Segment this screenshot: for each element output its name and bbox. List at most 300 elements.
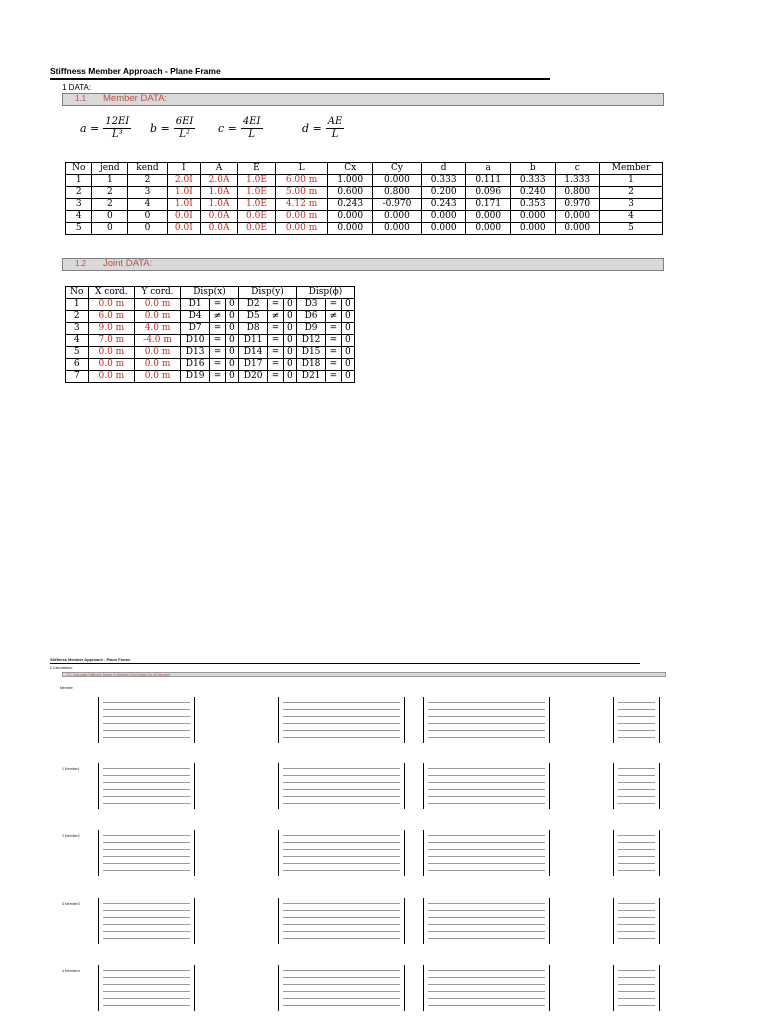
member-row: [66, 187, 663, 199]
matrix-row: [618, 863, 655, 864]
matrix-row: [428, 998, 545, 999]
matrix-row: [283, 782, 400, 783]
formula-a: a = $\frac{12EI}{\text{L³}}$: [80, 116, 130, 140]
joint-cell: D9: [296, 323, 325, 335]
member-cell: 2.0I: [167, 175, 200, 187]
matrix-row: [283, 991, 400, 992]
matrix-row: [103, 730, 190, 731]
matrix-row: [283, 998, 400, 999]
matrix-row: [283, 931, 400, 932]
joint-cell: 6: [66, 359, 89, 371]
member-cell: 0.00 m: [275, 223, 328, 235]
matrix-row: [283, 917, 400, 918]
joint-cell: 9.0 m: [88, 323, 135, 335]
joint-cell: D21: [296, 371, 325, 383]
member-cell: 0.000: [466, 223, 511, 235]
member-cell: 1.333: [555, 175, 600, 187]
matrix-row: [103, 737, 190, 738]
member-cell: 4: [128, 199, 168, 211]
member-col-header: I: [167, 163, 200, 175]
joint-cell: 0: [225, 359, 238, 371]
member-cell: 0.000: [372, 175, 421, 187]
matrix-row: [428, 863, 545, 864]
matrix-row: [618, 730, 655, 731]
joint-cell: D13: [181, 347, 210, 359]
joint-cell: 4: [66, 335, 89, 347]
matrix-row: [283, 737, 400, 738]
member-cell: 0.353: [510, 199, 555, 211]
matrix-row: [618, 991, 655, 992]
joint-col-header: Disp(x): [181, 287, 239, 299]
matrix-row: [103, 803, 190, 804]
matrix-row: [283, 856, 400, 857]
joint-cell: D1: [181, 299, 210, 311]
matrix-block: [613, 697, 660, 743]
joint-cell: 0.0 m: [88, 299, 135, 311]
member-cell: 0: [92, 223, 128, 235]
member-cell: 2.0A: [200, 175, 237, 187]
joint-cell: =: [268, 359, 283, 371]
joint-cell: 0.0 m: [135, 347, 181, 359]
joint-cell: 7.0 m: [88, 335, 135, 347]
page2-title: Stiffness Member Approach - Plane Frame: [50, 657, 131, 662]
matrix-row: [618, 775, 655, 776]
matrix-row: [428, 849, 545, 850]
joint-cell: 0: [225, 299, 238, 311]
joint-cell: D7: [181, 323, 210, 335]
joint-cell: 0: [283, 311, 296, 323]
matrix-row: [618, 789, 655, 790]
joint-cell: 0: [225, 311, 238, 323]
joint-col-header: Disp(y): [238, 287, 296, 299]
member-row: [66, 223, 663, 235]
page2-member-label: 2 Member2: [62, 834, 80, 838]
member-cell: 1: [92, 175, 128, 187]
matrix-row: [618, 970, 655, 971]
member-cell: 0.200: [421, 187, 466, 199]
matrix-row: [103, 931, 190, 932]
member-cell: 0.000: [372, 211, 421, 223]
matrix-row: [428, 991, 545, 992]
matrix-row: [283, 938, 400, 939]
joint-cell: =: [268, 335, 283, 347]
joint-cell: 0: [225, 347, 238, 359]
section-number: 1.1: [75, 94, 87, 103]
member-cell: 5.00 m: [275, 187, 328, 199]
matrix-row: [283, 716, 400, 717]
matrix-row: [428, 931, 545, 932]
joint-row: [66, 311, 355, 323]
section-label: Joint DATA:: [103, 258, 153, 269]
formula-c: c = $\frac{4EI}{L}$: [218, 116, 261, 140]
matrix-row: [103, 903, 190, 904]
matrix-row: [103, 977, 190, 978]
matrix-block: [423, 830, 550, 876]
member-cell: 0.171: [466, 199, 511, 211]
member-cell: 2: [128, 175, 168, 187]
calculations-page-thumbnail: [48, 655, 668, 1024]
matrix-row: [283, 924, 400, 925]
member-col-header: a: [466, 163, 511, 175]
member-cell: 1.0E: [238, 199, 275, 211]
member-cell: 0.000: [372, 223, 421, 235]
member-col-header: b: [510, 163, 555, 175]
matrix-row: [618, 903, 655, 904]
matrix-block: [423, 763, 550, 809]
joint-cell: 0: [341, 371, 354, 383]
matrix-row: [103, 910, 190, 911]
member-cell: 1.0E: [238, 175, 275, 187]
matrix-row: [103, 849, 190, 850]
joint-cell: 7: [66, 371, 89, 383]
joint-cell: =: [210, 323, 225, 335]
matrix-row: [428, 702, 545, 703]
joint-cell: 0: [225, 323, 238, 335]
document-title: Stiffness Member Approach - Plane Frame: [50, 66, 221, 76]
page2-title-rule: [50, 663, 640, 664]
matrix-block: [278, 965, 405, 1011]
matrix-row: [428, 716, 545, 717]
member-cell: 0.600: [328, 187, 373, 199]
joint-cell: =: [326, 359, 341, 371]
page2-subheading: 2 Calculations:: [50, 666, 73, 670]
joint-cell: =: [210, 335, 225, 347]
member-col-header: c: [555, 163, 600, 175]
matrix-row: [103, 796, 190, 797]
matrix-block: [278, 763, 405, 809]
matrix-row: [618, 984, 655, 985]
matrix-row: [428, 970, 545, 971]
matrix-row: [103, 1005, 190, 1006]
section-label: Member DATA:: [103, 93, 168, 104]
joint-cell: =: [326, 299, 341, 311]
member-col-header: jend: [92, 163, 128, 175]
matrix-row: [618, 917, 655, 918]
page2-member-label: 4 Member4: [62, 969, 80, 973]
joint-row: [66, 335, 355, 347]
matrix-row: [428, 870, 545, 871]
matrix-row: [618, 835, 655, 836]
joint-col-header: No: [66, 287, 89, 299]
joint-cell: =: [268, 371, 283, 383]
matrix-block: [613, 965, 660, 1011]
matrix-row: [103, 938, 190, 939]
formula-d: d = $\frac{AE}{L}$: [302, 116, 343, 140]
member-col-header: No: [66, 163, 92, 175]
matrix-row: [618, 856, 655, 857]
matrix-row: [103, 768, 190, 769]
matrix-row: [283, 849, 400, 850]
joint-cell: =: [210, 359, 225, 371]
matrix-row: [618, 1005, 655, 1006]
page2-member-label: 3 Member3: [62, 902, 80, 906]
joint-cell: 0.0 m: [135, 299, 181, 311]
joint-cell: 5: [66, 347, 89, 359]
matrix-block: [98, 898, 195, 944]
joint-cell: D15: [296, 347, 325, 359]
matrix-block: [278, 898, 405, 944]
member-cell: 1.0E: [238, 187, 275, 199]
matrix-row: [428, 924, 545, 925]
matrix-row: [618, 938, 655, 939]
matrix-row: [618, 849, 655, 850]
member-cell: 1.000: [328, 175, 373, 187]
joint-cell: 6.0 m: [88, 311, 135, 323]
matrix-row: [428, 723, 545, 724]
member-cell: 0.000: [328, 223, 373, 235]
matrix-block: [98, 965, 195, 1011]
member-cell: 0.111: [466, 175, 511, 187]
matrix-row: [428, 737, 545, 738]
joint-row: [66, 347, 355, 359]
matrix-row: [103, 835, 190, 836]
member-cell: 0.970: [555, 199, 600, 211]
member-col-header: Cx: [328, 163, 373, 175]
member-cell: 0.800: [555, 187, 600, 199]
matrix-row: [428, 977, 545, 978]
joint-cell: 4.0 m: [135, 323, 181, 335]
joint-cell: D12: [296, 335, 325, 347]
member-row: [66, 199, 663, 211]
data-heading: 1 DATA:: [62, 83, 92, 92]
matrix-row: [618, 870, 655, 871]
matrix-row: [283, 863, 400, 864]
joint-cell: D10: [181, 335, 210, 347]
member-cell: 3: [66, 199, 92, 211]
joint-data-section-bar: [62, 258, 664, 271]
matrix-row: [103, 870, 190, 871]
member-cell: 0.800: [372, 187, 421, 199]
member-cell: 0.333: [510, 175, 555, 187]
member-cell: 2: [92, 187, 128, 199]
member-cell: 5: [600, 223, 663, 235]
matrix-row: [428, 789, 545, 790]
joint-row: [66, 323, 355, 335]
joint-col-header: X cord.: [88, 287, 135, 299]
member-cell: 0.243: [328, 199, 373, 211]
matrix-row: [428, 1005, 545, 1006]
matrix-row: [103, 984, 190, 985]
joint-row: [66, 371, 355, 383]
joint-cell: =: [210, 299, 225, 311]
joint-cell: D6: [296, 311, 325, 323]
matrix-row: [618, 737, 655, 738]
member-cell: 0.0I: [167, 223, 200, 235]
joint-cell: 0: [283, 323, 296, 335]
member-cell: 1: [600, 175, 663, 187]
joint-cell: D2: [238, 299, 267, 311]
member-cell: 0.000: [421, 223, 466, 235]
joint-cell: -4.0 m: [135, 335, 181, 347]
member-cell: 0: [128, 211, 168, 223]
page2-member-label: 1 Member1: [62, 767, 80, 771]
member-col-header: E: [238, 163, 275, 175]
matrix-row: [103, 723, 190, 724]
joint-cell: =: [268, 347, 283, 359]
member-cell: 0.000: [555, 211, 600, 223]
matrix-row: [283, 835, 400, 836]
page2-member-header: Member: [60, 686, 73, 690]
matrix-block: [278, 697, 405, 743]
member-cell: 0.000: [466, 211, 511, 223]
matrix-row: [283, 870, 400, 871]
matrix-row: [283, 796, 400, 797]
matrix-row: [428, 903, 545, 904]
formula-b: b = $\frac{6EI}{\text{L²}}$: [150, 116, 194, 140]
member-cell: 0.333: [421, 175, 466, 187]
matrix-row: [283, 789, 400, 790]
member-cell: 0.000: [328, 211, 373, 223]
member-data-table: [65, 162, 663, 235]
member-cell: 0.0A: [200, 211, 237, 223]
matrix-row: [618, 977, 655, 978]
member-cell: 0.096: [466, 187, 511, 199]
member-cell: 5: [66, 223, 92, 235]
matrix-row: [618, 924, 655, 925]
matrix-row: [283, 1005, 400, 1006]
matrix-row: [428, 938, 545, 939]
joint-cell: 0: [341, 311, 354, 323]
joint-row: [66, 359, 355, 371]
member-cell: 0.000: [510, 223, 555, 235]
matrix-row: [103, 709, 190, 710]
matrix-row: [283, 723, 400, 724]
joint-row: [66, 299, 355, 311]
member-cell: 0: [92, 211, 128, 223]
matrix-row: [283, 984, 400, 985]
matrix-row: [428, 768, 545, 769]
member-cell: 2: [600, 187, 663, 199]
member-cell: 0.243: [421, 199, 466, 211]
matrix-row: [428, 709, 545, 710]
member-cell: 6.00 m: [275, 175, 328, 187]
member-cell: 0.000: [421, 211, 466, 223]
member-cell: 1.0I: [167, 199, 200, 211]
matrix-row: [618, 842, 655, 843]
matrix-row: [618, 723, 655, 724]
joint-cell: 0: [283, 335, 296, 347]
matrix-row: [618, 782, 655, 783]
member-cell: 1.0A: [200, 199, 237, 211]
joint-cell: =: [210, 347, 225, 359]
joint-cell: 2: [66, 311, 89, 323]
matrix-block: [423, 697, 550, 743]
member-cell: 0.0A: [200, 223, 237, 235]
joint-cell: ≠: [326, 311, 341, 323]
matrix-row: [283, 768, 400, 769]
matrix-row: [428, 842, 545, 843]
member-row: [66, 175, 663, 187]
joint-cell: D16: [181, 359, 210, 371]
joint-data-table: [65, 286, 355, 383]
matrix-row: [283, 775, 400, 776]
matrix-row: [428, 984, 545, 985]
matrix-block: [98, 697, 195, 743]
member-cell: 2: [92, 199, 128, 211]
matrix-row: [103, 775, 190, 776]
matrix-row: [428, 803, 545, 804]
matrix-row: [103, 970, 190, 971]
joint-cell: 0: [283, 359, 296, 371]
joint-cell: =: [268, 299, 283, 311]
joint-cell: D11: [238, 335, 267, 347]
member-cell: -0.970: [372, 199, 421, 211]
matrix-block: [613, 763, 660, 809]
page2-section-bar: [62, 672, 666, 677]
matrix-row: [618, 796, 655, 797]
matrix-block: [423, 898, 550, 944]
matrix-row: [428, 910, 545, 911]
matrix-block: [98, 830, 195, 876]
matrix-row: [428, 796, 545, 797]
joint-cell: 0.0 m: [88, 359, 135, 371]
joint-cell: 0: [341, 299, 354, 311]
joint-cell: D14: [238, 347, 267, 359]
member-cell: 1.0I: [167, 187, 200, 199]
title-underline: [50, 78, 550, 80]
matrix-row: [103, 842, 190, 843]
matrix-row: [618, 803, 655, 804]
matrix-row: [618, 931, 655, 932]
joint-cell: ≠: [210, 311, 225, 323]
joint-cell: D20: [238, 371, 267, 383]
matrix-row: [283, 702, 400, 703]
member-cell: 4: [600, 211, 663, 223]
joint-cell: 3: [66, 323, 89, 335]
joint-col-header: Y cord.: [135, 287, 181, 299]
joint-cell: 0: [225, 335, 238, 347]
member-cell: 3: [600, 199, 663, 211]
stiffness-formulas: [80, 112, 560, 152]
member-col-header: L: [275, 163, 328, 175]
joint-cell: 0: [283, 371, 296, 383]
member-cell: 0.0I: [167, 211, 200, 223]
member-data-section-bar: [62, 93, 664, 106]
joint-cell: =: [326, 335, 341, 347]
matrix-row: [428, 856, 545, 857]
joint-cell: 0.0 m: [135, 359, 181, 371]
member-row: [66, 211, 663, 223]
member-cell: 3: [128, 187, 168, 199]
joint-cell: =: [326, 371, 341, 383]
matrix-row: [618, 998, 655, 999]
member-cell: 0.0E: [238, 223, 275, 235]
joint-cell: D8: [238, 323, 267, 335]
matrix-row: [428, 835, 545, 836]
joint-cell: 0: [341, 347, 354, 359]
matrix-row: [103, 998, 190, 999]
member-cell: 0.240: [510, 187, 555, 199]
matrix-row: [618, 709, 655, 710]
matrix-block: [613, 830, 660, 876]
member-cell: 0.000: [555, 223, 600, 235]
member-col-header: Member: [600, 163, 663, 175]
matrix-row: [103, 782, 190, 783]
joint-cell: =: [268, 323, 283, 335]
matrix-row: [428, 775, 545, 776]
joint-cell: D4: [181, 311, 210, 323]
member-cell: 1: [66, 175, 92, 187]
joint-cell: 0.0 m: [88, 347, 135, 359]
member-cell: 0.000: [510, 211, 555, 223]
matrix-block: [423, 965, 550, 1011]
joint-cell: 0: [341, 359, 354, 371]
joint-cell: D5: [238, 311, 267, 323]
member-col-header: A: [200, 163, 237, 175]
member-col-header: kend: [128, 163, 168, 175]
matrix-row: [283, 803, 400, 804]
matrix-row: [283, 903, 400, 904]
